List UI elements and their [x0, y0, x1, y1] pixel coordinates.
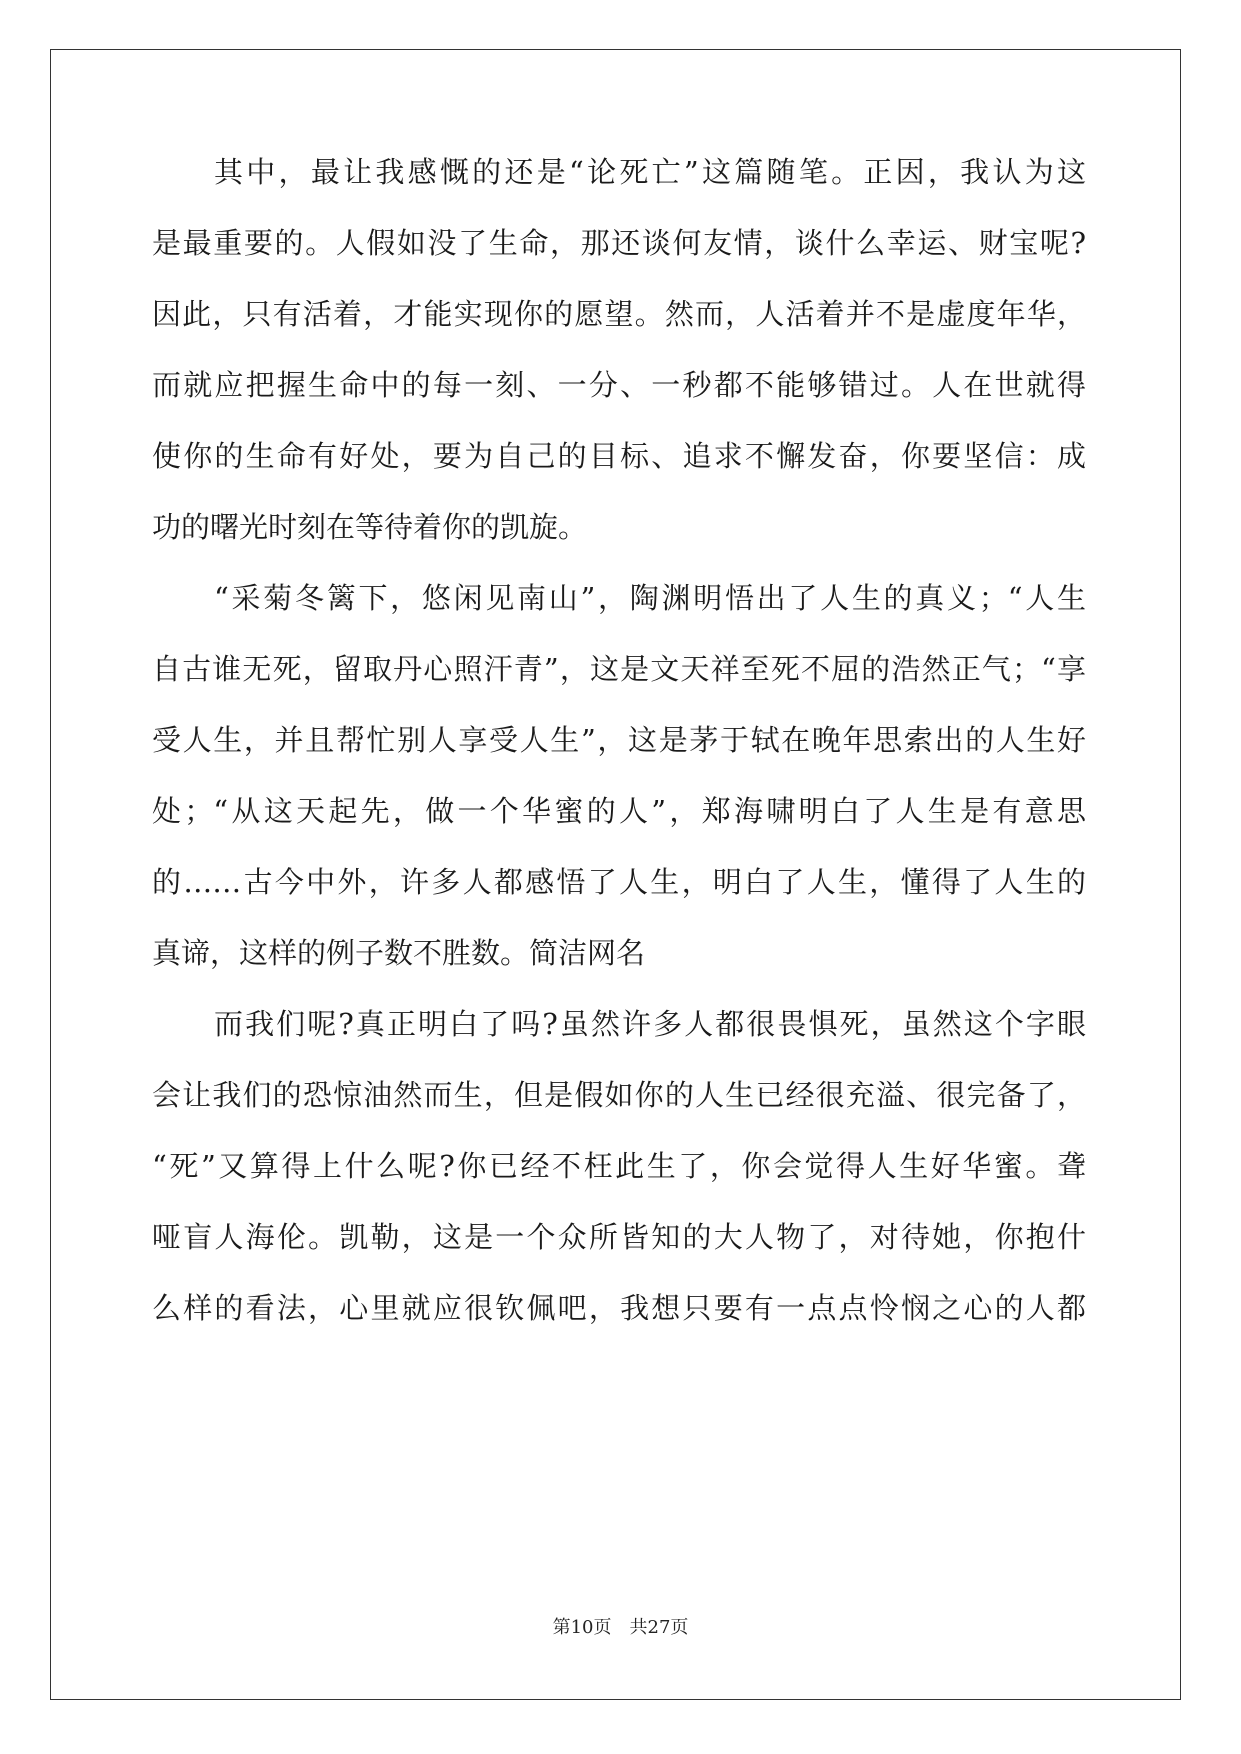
paragraph-line: “死”又算得上什么呢?你已经不枉此生了，你会觉得人生好华蜜。聋: [152, 1149, 1086, 1183]
paragraph-line: 真谛，这样的例子数不胜数。简洁网名: [152, 936, 646, 970]
paragraph-line: “采菊冬篱下，悠闲见南山”，陶渊明悟出了人生的真义；“人生: [214, 581, 1086, 615]
paragraph-line: 使你的生命有好处，要为自己的目标、追求不懈发奋，你要坚信：成: [152, 439, 1086, 473]
paragraph-line: 其中，最让我感慨的还是“论死亡”这篇随笔。正因，我认为这: [214, 155, 1086, 189]
paragraph-line: 么样的看法，心里就应很钦佩吧，我想只要有一点点怜悯之心的人都: [152, 1291, 1086, 1325]
paragraph-line: 受人生，并且帮忙别人享受人生”，这是茅于轼在晚年思索出的人生好: [152, 723, 1086, 757]
paragraph-line: 哑盲人海伦。凯勒，这是一个众所皆知的大人物了，对待她，你抱什: [152, 1220, 1086, 1254]
paragraph-line: 是最重要的。人假如没了生命，那还谈何友情，谈什么幸运、财宝呢?: [152, 226, 1086, 260]
paragraph-line: 会让我们的恐惊油然而生，但是假如你的人生已经很充溢、很完备了，: [152, 1078, 1086, 1112]
paragraph-line: 功的曙光时刻在等待着你的凯旋。: [152, 510, 588, 544]
page-number-footer: 第10页 共27页: [552, 1617, 689, 1638]
paragraph-line: 的……古今中外，许多人都感悟了人生，明白了人生，懂得了人生的: [152, 865, 1086, 899]
paragraph-line: 因此，只有活着，才能实现你的愿望。然而，人活着并不是虚度年华，: [152, 297, 1086, 331]
paragraph-line: 而我们呢?真正明白了吗?虽然许多人都很畏惧死，虽然这个字眼: [214, 1007, 1086, 1041]
paragraph-line: 而就应把握生命中的每一刻、一分、一秒都不能够错过。人在世就得: [152, 368, 1086, 402]
paragraph-line: 处；“从这天起先，做一个华蜜的人”，郑海啸明白了人生是有意思: [152, 794, 1086, 828]
paragraph-line: 自古谁无死，留取丹心照汗青”，这是文天祥至死不屈的浩然正气；“享: [152, 652, 1086, 686]
